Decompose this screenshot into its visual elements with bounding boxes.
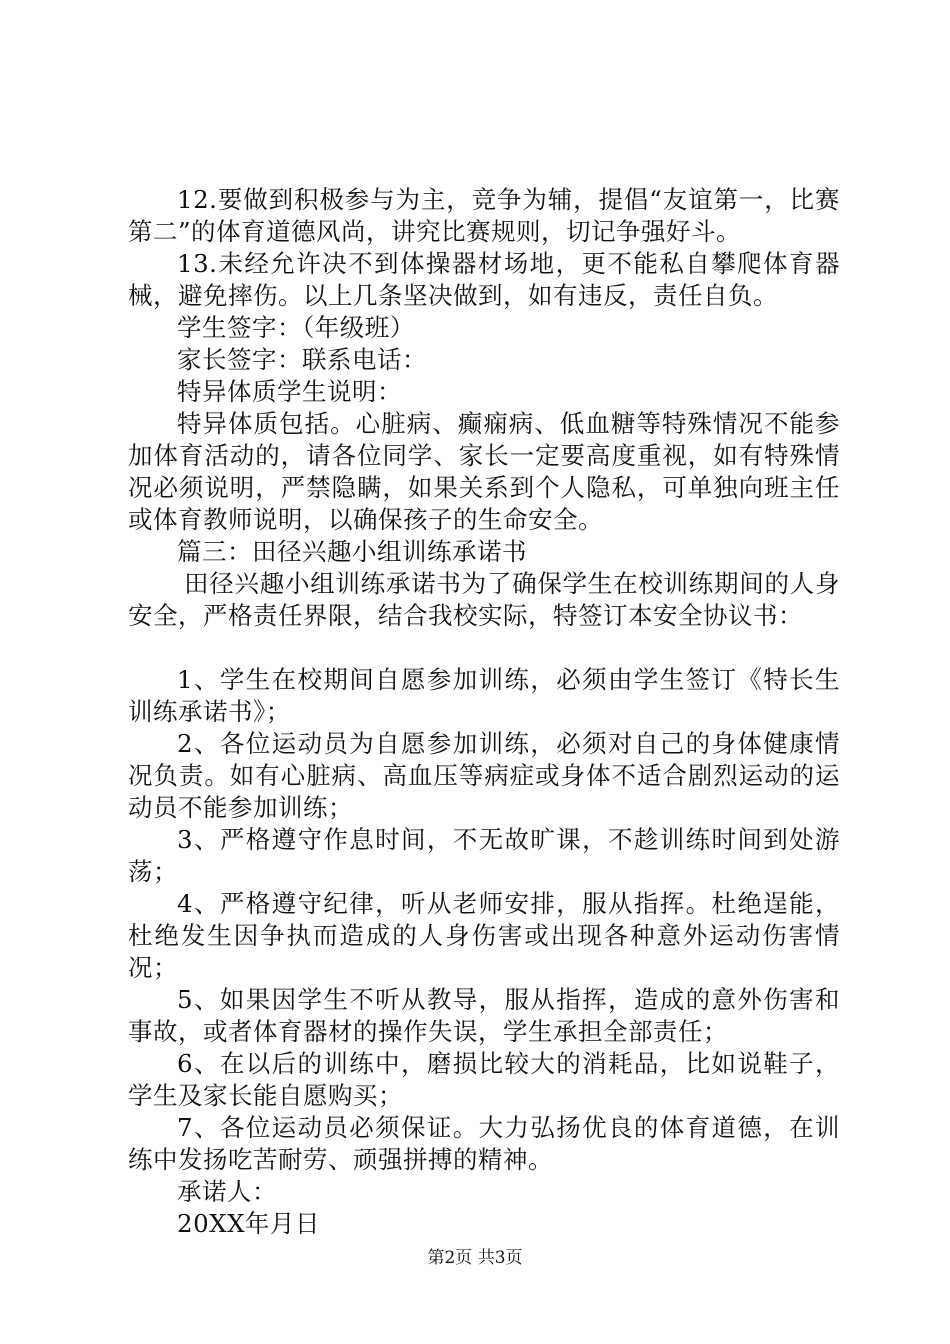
item-1-paragraph: 1、学生在校期间自愿参加训练，必须由学生签订《特长生训练承诺书》； (128, 665, 840, 726)
item-5-paragraph: 5、如果因学生不听从教导，服从指挥，造成的意外伤害和事故，或者体育器材的操作失误，学生承担全部责任； (128, 985, 840, 1046)
rule-13-paragraph: 13.未经允许决不到体操器材场地，更不能私自攀爬体育器械，避免摔伤。以上几条坚决做到，如有违反，责任自负。 (128, 249, 840, 310)
rule-12-paragraph: 12.要做到积极参与为主，竞争为辅，提倡“友谊第一，比赛第二”的体育道德风尚，讲究比赛规则，切记争强好斗。 (128, 185, 840, 246)
item-3-paragraph: 3、严格遵守作息时间，不无故旷课，不趁训练时间到处游荡； (128, 825, 840, 886)
student-signature-line: 学生签字：（年级班） (177, 313, 415, 342)
parent-signature-line: 家长签字：联系电话： (177, 345, 427, 374)
document-body (128, 184, 840, 1240)
page-number-footer: 第2页 共3页 (427, 1248, 523, 1268)
intro-paragraph: 田径兴趣小组训练承诺书为了确保学生在校训练期间的人身安全，严格责任界限，结合我校实际，特签订本安全协议书： (128, 569, 840, 630)
item-7-paragraph: 7、各位运动员必须保证。大力弘扬优良的体育道德，在训练中发扬吃苦耐劳、顽强拼搏的精神。 (128, 1113, 840, 1174)
item-4-paragraph: 4、严格遵守纪律，听从老师安排，服从指挥。杜绝逞能，杜绝发生因争执而造成的人身伤害或出现各种意外运动伤害情况； (128, 889, 840, 982)
special-constitution-paragraph: 特异体质包括。心脏病、癫痫病、低血糖等特殊情况不能参加体育活动的，请各位同学、家长一定要高度重视，如有特殊情况必须说明，严禁隐瞒，如果关系到个人隐私，可单独向班主任或体育教师说明，以确保孩子的生命安全。 (128, 409, 840, 534)
special-constitution-heading: 特异体质学生说明： (177, 377, 402, 406)
blank-line (128, 632, 840, 664)
item-6-paragraph: 6、在以后的训练中，磨损比较大的消耗品，比如说鞋子，学生及家长能自愿购买； (128, 1049, 840, 1110)
date-line: 20XX年月日 (177, 1209, 321, 1238)
item-2-paragraph: 2、各位运动员为自愿参加训练，必须对自己的身体健康情况负责。如有心脏病、高血压等病症或身体不适合剧烈运动的运动员不能参加训练； (128, 729, 840, 822)
promisor-line: 承诺人： (177, 1177, 277, 1206)
section-three-title: 篇三：田径兴趣小组训练承诺书 (177, 537, 527, 566)
